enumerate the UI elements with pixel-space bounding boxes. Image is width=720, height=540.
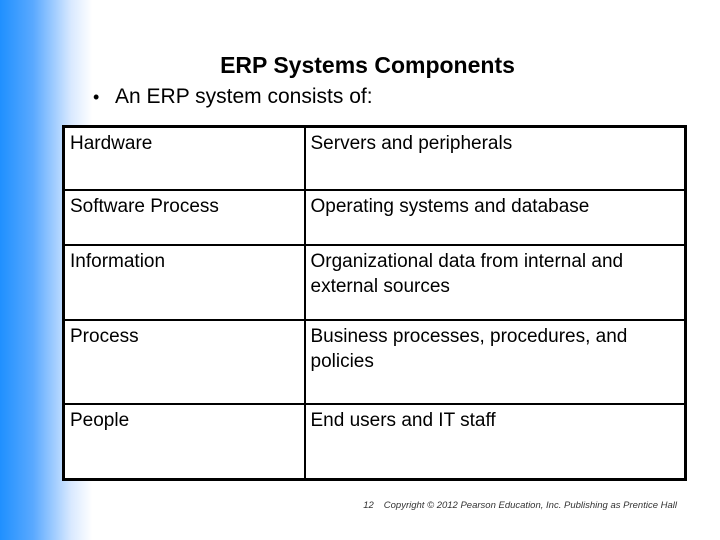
table-row bbox=[64, 245, 686, 320]
component-cell: Software Process bbox=[64, 190, 305, 245]
bullet-item bbox=[93, 84, 373, 111]
description-cell: Operating systems and database bbox=[305, 190, 686, 245]
table-row bbox=[64, 190, 686, 245]
description-cell: Organizational data from internal and external sources bbox=[305, 245, 686, 320]
slide-title: ERP Systems Components bbox=[220, 52, 515, 78]
erp-components-table bbox=[62, 125, 687, 481]
copyright-text: Copyright © 2012 Pearson Education, Inc. Publishing as Prentice Hall bbox=[383, 500, 677, 511]
component-cell: Hardware bbox=[64, 127, 305, 190]
description-cell: Business processes, procedures, and policies bbox=[305, 320, 686, 404]
bullet-text: An ERP system consists of: bbox=[115, 85, 373, 108]
slide-footer bbox=[363, 500, 677, 511]
component-cell: Information bbox=[64, 245, 305, 320]
bullet-marker: • bbox=[93, 87, 100, 107]
table-row bbox=[64, 127, 686, 190]
component-cell: Process bbox=[64, 320, 305, 404]
table-row bbox=[64, 404, 686, 480]
slide-number: 12 bbox=[363, 500, 374, 511]
description-cell: End users and IT staff bbox=[305, 404, 686, 480]
component-cell: People bbox=[64, 404, 305, 480]
description-cell: Servers and peripherals bbox=[305, 127, 686, 190]
table-row bbox=[64, 320, 686, 404]
